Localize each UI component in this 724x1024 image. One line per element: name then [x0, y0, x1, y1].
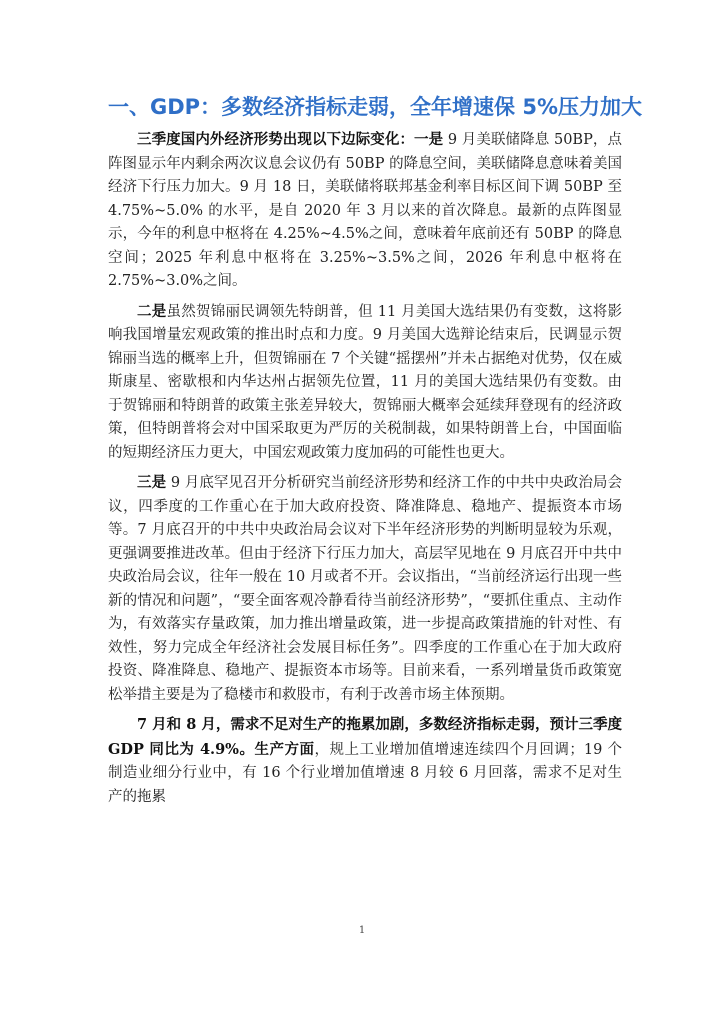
paragraph-1-text: 9 月美联储降息 50BP，点阵图显示年内剩余两次议息会议仍有 50BP 的降息空间，美联储降息意味着美国经济下行压力加大。9 月 18 日，美联储将联邦基金利率目标区间下调 50BP 至 4.75%~5.0% 的水平，是自 2020 年 3 月以来的首次降息。最新的点阵图显示，今年的利息中枢将在 4.25%~4.5%之间，意味着年底前还有 50BP 的降息空间；2025 年利息中枢将在 3.25%~3.5%之间，2026 年利息中枢将在 2.75%~3.0%之间。 — [108, 132, 623, 289]
paragraph-1 — [108, 128, 622, 294]
paragraph-3-text: 9 月底罕见召开分析研究当前经济形势和经济工作的中共中央政治局会议，四季度的工作重心在于加大政府投资、降准降息、稳地产、提振资本市场等。7 月底召开的中共中央政治局会议对下半年经济形势的判断明显较为乐观，更强调要推进改革。但由于经济下行压力加大，高层罕见地在 9 月底召开中共中央政治局会议，往年一般在 10 月或者不开。会议指出，“当前经济运行出现一些新的情况和问题”，“要全面客观冷静看待当前经济形势”，“要抓住重点、主动作为，有效落实存量政策，加力推出增量政策，进一步提高政策措施的针对性、有效性，努力完成全年经济社会发展目标任务”。四季度的工作重心在于加大政府投资、降准降息、稳地产、提振资本市场等。目前来看，一系列增量货币政策宽松举措主要是为了稳楼市和救股市，有利于改善市场主体预期。 — [108, 475, 622, 703]
paragraph-3-lead: 三是 — [137, 474, 167, 491]
paragraph-4-lead: 7 月和 8 月，需求不足对生产的拖累加剧，多数经济指标走弱，预计三季度 GDP 同比为 4.9%。生产方面 — [108, 716, 622, 758]
paragraph-2 — [108, 300, 622, 466]
document-body — [108, 128, 622, 815]
paragraph-4-text: ，规上工业增加值增速连续四个月回调；19 个制造业细分行业中，有 16 个行业增加值增速 8 月较 6 月回落，需求不足对生产的拖累 — [108, 741, 622, 805]
section-heading: 一、GDP：多数经济指标走弱，全年增速保 5%压力加大 — [108, 95, 643, 119]
paragraph-4 — [108, 713, 622, 809]
page-number: 1 — [358, 925, 366, 936]
paragraph-3 — [108, 471, 622, 707]
paragraph-1-lead: 三季度国内外经济形势出现以下边际变化：一是 — [137, 131, 444, 148]
paragraph-2-text: 虽然贺锦丽民调领先特朗普，但 11 月美国大选结果仍有变数，这将影响我国增量宏观政策的推出时点和力度。9 月美国大选辩论结束后，民调显示贺锦丽当选的概率上升，但贺锦丽在 7 个关键“摇摆州”并未占据绝对优势，仅在威斯康星、密歇根和内华达州占据领先位置，11 月的美国大选结果仍有变数。由于贺锦丽和特朗普的政策主张差异较大，贺锦丽大概率会延续拜登现有的经济政策，但特朗普将会对中国采取更为严厉的关税制裁，如果特朗普上台，中国面临的短期经济压力更大，中国宏观政策力度加码的可能性也更大。 — [108, 303, 623, 461]
paragraph-2-lead: 二是 — [137, 302, 167, 320]
